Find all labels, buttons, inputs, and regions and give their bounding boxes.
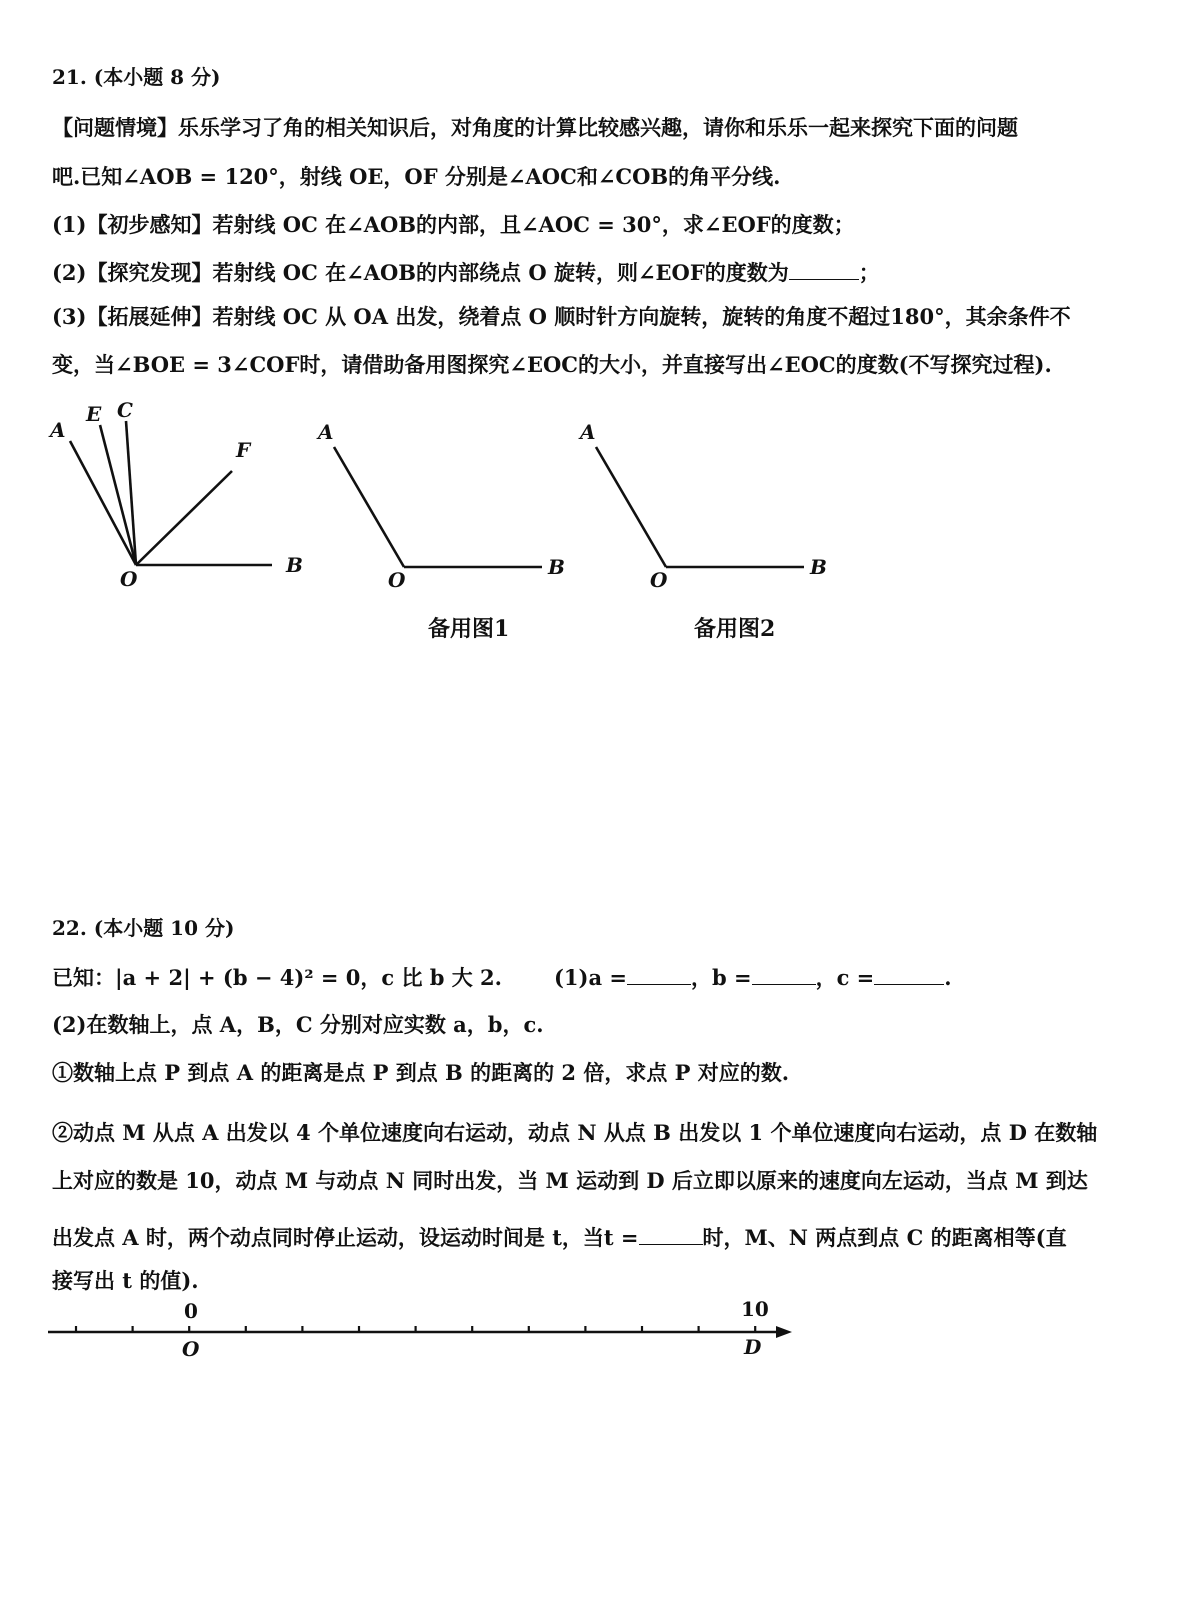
ray-oa [70, 441, 136, 565]
axis-label-zero: 0 [184, 1299, 198, 1323]
number-line [40, 1290, 810, 1370]
label-c: C [117, 398, 133, 422]
label-b: B [286, 553, 303, 577]
q21-part2 [52, 257, 1159, 288]
q22-part2: (2)在数轴上，点 A，B，C 分别对应实数 a，b，c. [52, 1012, 544, 1037]
axis-label-o: O [182, 1337, 200, 1361]
number-line-arrow [776, 1326, 792, 1338]
spare1-label-a: A [318, 420, 334, 444]
spare1-label-b: B [548, 555, 565, 579]
q21-part1: (1)【初步感知】若射线 OC 在∠AOB的内部，且∠AOC = 30°，求∠EOF的度数； [52, 212, 855, 237]
spare1-ray-oa [334, 447, 404, 567]
q22-c-answer-blank[interactable] [874, 962, 944, 985]
q22-part2-2-line3 [52, 1222, 1159, 1253]
q22-p1-c-label: ，c = [815, 965, 875, 990]
q22-part2-1: ①数轴上点 P 到点 A 的距离是点 P 到点 B 的距离的 2 倍，求点 P 对应的数. [52, 1060, 790, 1085]
ray-of [136, 471, 232, 565]
spare-figure-2-caption: 备用图2 [694, 616, 776, 642]
q21-main-figure [40, 395, 320, 595]
q22-part2-2-text-a: 出发点 A 时，两个动点同时停止运动，设运动时间是 t，当t = [52, 1225, 639, 1250]
q22-part2-2-line4: 接写出 t 的值). [52, 1268, 199, 1293]
q22-part2-2-line2: 上对应的数是 10，动点 M 与动点 N 同时出发，当 M 运动到 D 后立即以原来的速度向左运动，当点 M 到达 [52, 1168, 1088, 1193]
label-e: E [86, 402, 102, 426]
q22-p1-a-label: (1)a = [553, 965, 627, 990]
q21-intro-line1: 【问题情境】乐乐学习了角的相关知识后，对角度的计算比较感兴趣，请你和乐乐一起来探究下面的问题 [52, 115, 1018, 140]
q22-part2-2-line1: ②动点 M 从点 A 出发以 4 个单位速度向右运动，动点 N 从点 B 出发以 1 个单位速度向右运动，点 D 在数轴 [52, 1120, 1098, 1145]
q21-part2-end: ； [858, 260, 880, 285]
label-f: F [236, 438, 251, 462]
q21-intro-line2: 吧.已知∠AOB = 120°，射线 OE，OF 分别是∠AOC和∠COB的角平分线. [52, 164, 781, 189]
label-a: A [50, 418, 66, 442]
q22-t-answer-blank[interactable] [639, 1222, 703, 1245]
spare2-ray-oa [596, 447, 666, 567]
q21-spare-figure-1 [310, 415, 580, 595]
spare2-label-o: O [650, 568, 668, 592]
q21-header: 21. (本小题 8 分) [52, 65, 221, 89]
q21-part3-line1: (3)【拓展延伸】若射线 OC 从 OA 出发，绕着点 O 顺时针方向旋转，旋转的角度不超过180°，其余条件不 [52, 304, 1071, 329]
spare-figure-1-caption: 备用图1 [428, 616, 510, 642]
q22-p1-b-label: ，b = [690, 965, 752, 990]
q21-part2-answer-blank[interactable] [789, 257, 859, 280]
q21-spare-figure-2 [572, 415, 842, 595]
q22-given: 已知：|a + 2| + (b − 4)² = 0，c 比 b 大 2. [52, 965, 502, 990]
q22-part2-2-text-b: 时，M、N 两点到点 C 的距离相等(直 [702, 1225, 1067, 1250]
axis-label-d: D [744, 1335, 762, 1359]
spare1-label-o: O [388, 568, 406, 592]
q21-part2-text: (2)【探究发现】若射线 OC 在∠AOB的内部绕点 O 旋转，则∠EOF的度数为 [52, 260, 789, 285]
axis-label-ten: 10 [741, 1297, 769, 1321]
q22-given-line [52, 962, 1159, 993]
q22-header: 22. (本小题 10 分) [52, 916, 235, 940]
spare2-label-b: B [810, 555, 827, 579]
q22-b-answer-blank[interactable] [752, 962, 816, 985]
q21-part3-line2: 变，当∠BOE = 3∠COF时，请借助备用图探究∠EOC的大小，并直接写出∠EOC的度数(不写探究过程). [52, 352, 1052, 377]
q22-a-answer-blank[interactable] [627, 962, 691, 985]
q22-p1-end: . [944, 965, 952, 990]
label-o: O [120, 567, 138, 591]
spare2-label-a: A [580, 420, 596, 444]
